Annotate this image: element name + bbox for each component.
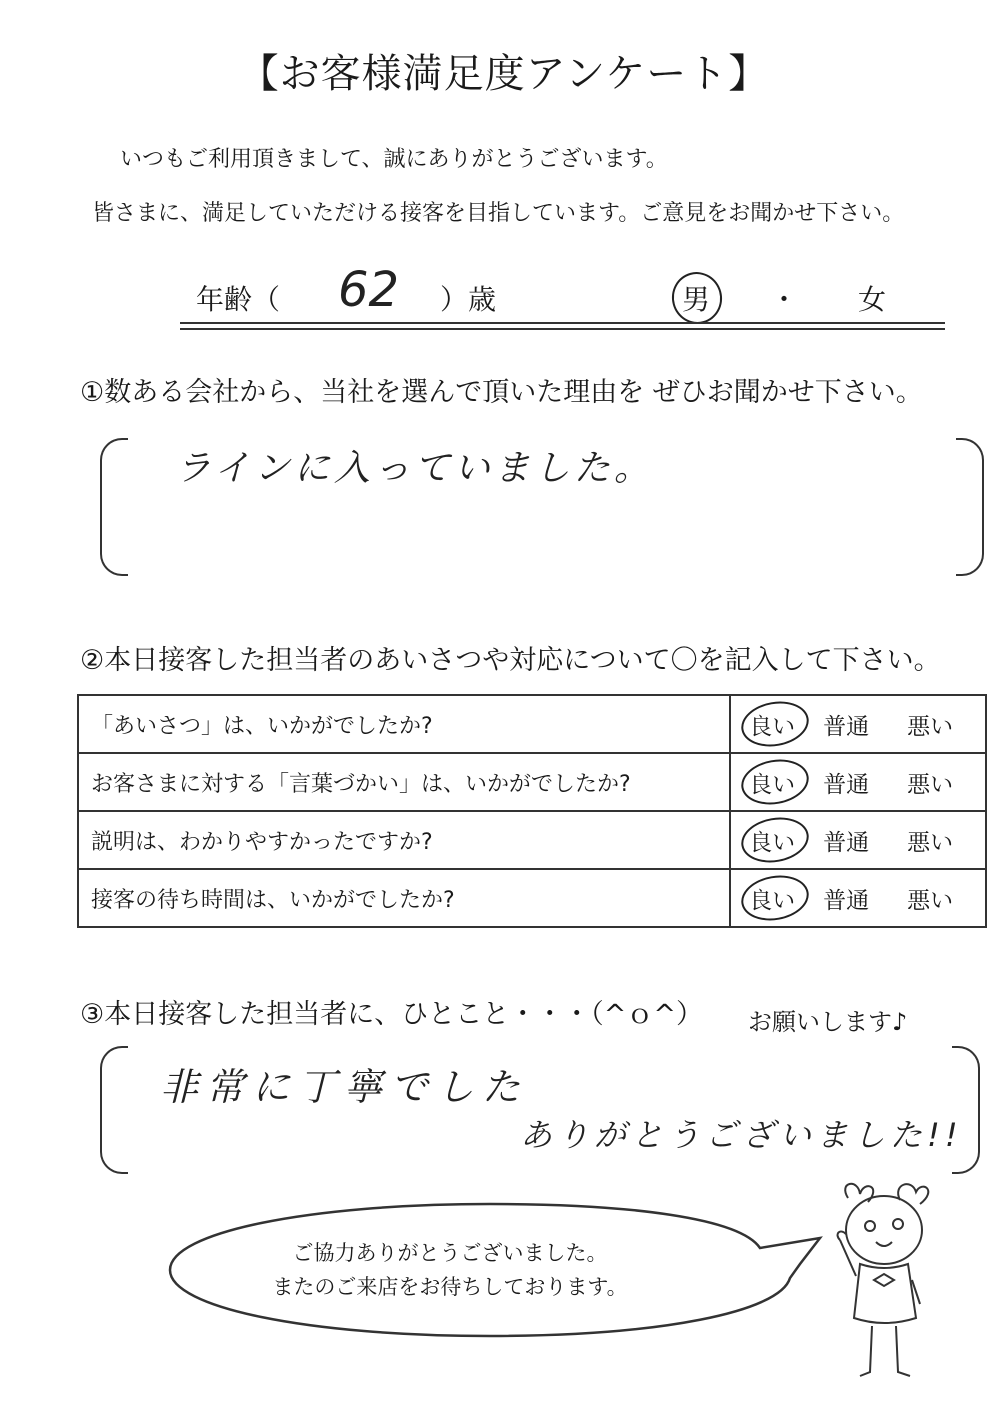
row-question: お客さまに対する「言葉づかい」は、いかがでしたか? bbox=[78, 753, 730, 811]
option-good[interactable]: 良い bbox=[749, 766, 809, 799]
row-question: 接客の待ち時間は、いかがでしたか? bbox=[78, 869, 730, 927]
selected-circle bbox=[738, 696, 813, 751]
option-good[interactable]: 良い bbox=[749, 882, 809, 915]
age-value: 62 bbox=[338, 262, 400, 318]
option-bad[interactable]: 悪い bbox=[907, 713, 954, 740]
row-options bbox=[730, 753, 986, 811]
mascot-illustration bbox=[820, 1176, 940, 1386]
table-row bbox=[78, 695, 986, 753]
row-options bbox=[730, 811, 986, 869]
option-good[interactable]: 良い bbox=[749, 824, 809, 857]
q3-question: ③本日接客した担当者に、ひとこと・・・（^ｏ^） bbox=[80, 999, 703, 1030]
option-bad[interactable]: 悪い bbox=[907, 829, 954, 856]
row-question: 「あいさつ」は、いかがでしたか? bbox=[78, 695, 730, 753]
option-bad[interactable]: 悪い bbox=[907, 771, 954, 798]
q3-answer-line-1: 非常に丁寧でした bbox=[160, 1065, 529, 1109]
intro-line-1: いつもご利用頂きまして、誠にありがとうございます。 bbox=[120, 147, 668, 172]
underline-bottom bbox=[180, 328, 945, 330]
gender-female: 女 bbox=[858, 283, 887, 316]
table-row bbox=[78, 811, 986, 869]
row-options bbox=[730, 869, 986, 927]
option-average[interactable]: 普通 bbox=[823, 887, 870, 914]
option-average[interactable]: 普通 bbox=[823, 713, 870, 740]
gender-selected-circle bbox=[666, 266, 728, 329]
age-suffix: ）歳 bbox=[440, 283, 497, 316]
closing-line-2: またのご来店をお待ちしております。 bbox=[272, 1275, 628, 1299]
row-options bbox=[730, 695, 986, 753]
table-row bbox=[78, 869, 986, 927]
option-good[interactable]: 良い bbox=[749, 708, 809, 741]
q1-question: ①数ある会社から、当社を選んで頂いた理由を ぜひお聞かせ下さい。 bbox=[80, 377, 923, 408]
selected-circle bbox=[738, 754, 813, 809]
option-bad[interactable]: 悪い bbox=[907, 887, 954, 914]
page-title: 【お客様満足度アンケート】 bbox=[238, 51, 770, 97]
age-label: 年齢（ bbox=[196, 283, 281, 316]
rating-table bbox=[77, 694, 987, 928]
selected-circle bbox=[738, 812, 813, 867]
row-question: 説明は、わかりやすかったですか? bbox=[78, 811, 730, 869]
q2-question: ②本日接客した担当者のあいさつや対応について〇を記入して下さい。 bbox=[80, 645, 941, 676]
table-row bbox=[78, 753, 986, 811]
gender-separator: ・ bbox=[770, 283, 799, 316]
gender-male: 男 bbox=[682, 283, 711, 316]
option-average[interactable]: 普通 bbox=[823, 771, 870, 798]
selected-circle bbox=[738, 870, 813, 925]
q3-answer-line-2: ありがとうございました!! bbox=[520, 1116, 963, 1154]
q3-bracket-left bbox=[100, 1046, 128, 1174]
intro-line-2: 皆さまに、満足していただける接客を目指しています。ご意見をお聞かせ下さい。 bbox=[92, 201, 905, 226]
q1-bracket-left bbox=[100, 438, 128, 576]
underline-top bbox=[180, 322, 945, 324]
option-average[interactable]: 普通 bbox=[823, 829, 870, 856]
q1-bracket-right bbox=[956, 438, 984, 576]
q1-answer: ラインに入っていました。 bbox=[175, 448, 654, 489]
closing-line-1: ご協力ありがとうございました。 bbox=[292, 1241, 608, 1265]
q3-request: お願いします♪ bbox=[748, 1008, 908, 1036]
